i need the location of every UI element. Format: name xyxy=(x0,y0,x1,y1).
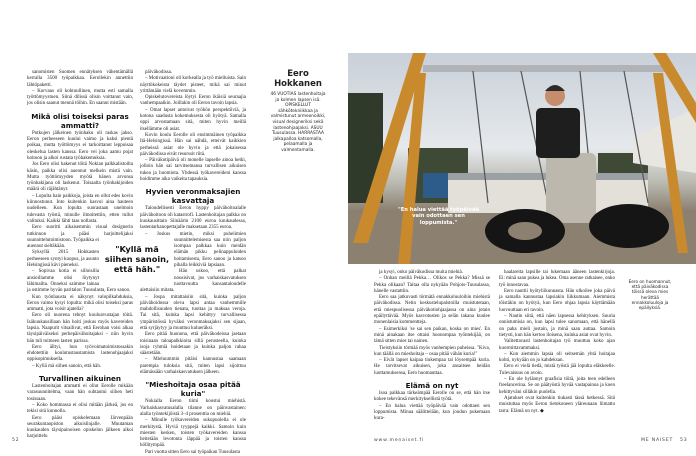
paragraph: – En ole hylännyt graafisia töitä, joita teen edelleen freelancerina. Se on päätyöstä hyvää vastapainoa ja koen kehittyväni silläkin puolella. xyxy=(499,377,615,395)
paragraph: – Onhan meillä Pekka… Olikos se Pekka? Missä se Pekka olikaan? Taitaa olla nykyään Pohjois-Tuusulassa, hänelle vastattiin. xyxy=(374,276,490,294)
paragraph: – Joskus mietin, miksi puhelimien suunnittelemisesta saa niin paljon isompaa palkkaa kuin meidän elämän pikku pelinappuloiden hoitamisesta, Eero sanoo ja katsoo pihalla leikkiviä lapsiaan. xyxy=(145,231,246,269)
paragraph: Jos Eero olisi hakenut töitä Nokian palkkalistoilta käsin, paikka olisi auennut melkein mistä vain. Mutta työttömyyden myötä hänen arvonsa työnhakijana oli laskenut. Toisaalta työnhakijoiden määrä oli räjähtänyt. xyxy=(27,162,133,193)
paragraph: sanomisten Suomen ennätyksen vähentämällä kerralla 3500 työpaikkaa. Eerollekin annettiin lähtöpaketti. xyxy=(27,70,133,88)
section-heading: Elämä on nyt xyxy=(405,381,459,391)
profile-sidebar xyxy=(268,70,328,154)
paragraph: – Minulle työkavereiden sukupuolella ei ole merkitystä. Hyviä tyyppejä kaikki. Samoin kuin miesten kesken, toisten työkavereiden kanssa heitetään levotonta läppää ja toisten kanssa höllitympää. xyxy=(140,418,246,449)
paragraph: – Motivaationi oli korkealla ja työ mielluista. Sain näyttökokeista täydet pisteet, mikä sai minut yrittämään vielä kovemmin. xyxy=(140,76,246,94)
paragraph: päiväkodissa. xyxy=(145,70,173,75)
paragraph: Eero pitää huonona, että päiväkodeissa jaetaan toisinaan taloapalkkioita sillä perusteella, kuinka isoja ryhmiä hoidetaan ja kuinka paljon rahaa säästetään. xyxy=(140,332,246,357)
paragraph: Pari vuotta sitten Eero sai työpaikan Tuusulasta xyxy=(145,449,240,455)
paragraph: – Nautin siitä, että näen lapsessa kehityksen. Suuria onnistumisia on, kun lapsi tulee sanomaan, että hänellä on paha mieli jostain, ja minä saan auttaa. Samoin tietysti, kun hän kertoo iloisena, kuinka asiat ovat hyvin. xyxy=(499,314,615,338)
paragraph: Eero oli nuorena tehnyt kouluavustajan töitä. Isäkuukausillaan hän hoiti joskus myös kavereiden lapsia. Naapurit vitsailivat, että Eerohan voisi alkaa täysipäiväiseksi perhepäivähoitajaksi – niin hyvin hän tuli toimeen lasten parissa. xyxy=(27,313,133,344)
paragraph: Ajatukset ovat kuitenkin tiukasti tässä hetkessä. Sitä muistuttaa myös Eeron tietokoneen yläreunaan liimattu tarra: Elämä on nyt. ◆ xyxy=(499,395,615,414)
right-column-2 xyxy=(499,270,615,415)
magazine-name: ME NAISET xyxy=(641,438,674,443)
profile-name-last: Hokkanen xyxy=(274,78,322,89)
pull-quote: "Kyllä mä siihen sanoin, että häh." xyxy=(104,244,170,274)
section-heading: Mikä olisi toiseksi paras ammatti? xyxy=(31,111,129,130)
right-column-1 xyxy=(374,270,490,423)
footer-url: www.menaiset.fi xyxy=(374,438,424,443)
paragraph: – Omat lapset antoivat työhön perspektiiviä, ja kotona saadusta kokemuksesta oli hyötyä. Samalla oppi arvostamaan sitä, miten hyvin meillä itsellämme oli asiat. xyxy=(140,107,246,132)
page-number-left: 52 xyxy=(12,438,20,443)
paragraph: – Kyllä mä siihen sanoin, että häh. xyxy=(32,363,102,369)
photo-quote: "En halua viettää työpäivää vain odottaen sen loppumista." xyxy=(398,207,479,226)
paragraph: – En halua viettää työpäivää vain odottaen sen loppumista. Minua säälittelään, kun joudun pukemaan kura- xyxy=(374,403,490,422)
paragraph: – Sopivaa kotia ei silloisilla ansioillamme olisi löytynyt lähimailta. Onneksi saimme lainaa ja ostimme hyvän paritalon Tuusulasta, Eero sanoo. xyxy=(27,269,131,294)
paragraph: Syksyllä 2015 Hokkasten perheeseen syntyi kuopus, ja asunto Helsingissä kävi pieneksi. xyxy=(27,250,99,269)
paragraph: haalareita lapsille tai lukemaan ääneen lastenkirjoja. Ei: minä saan pukea ja lukea. Oma asenne ratkaisee, onko työ innostavaa. xyxy=(499,270,615,288)
paragraph: – Kun aiemmin lapsia oli seitsemän yhtä hoitajaa kohti, nykyään on jo kahdeksan. xyxy=(499,351,615,364)
paragraph: – Koko hommassa ei olisi mitään järkeä, jos en tekisi sitä kunnolla. xyxy=(27,402,133,415)
paragraph: Eero ei vielä tiedä, mistä työstä jää lopulta eläkkeelle. Tulevaisuus on avoin. xyxy=(499,364,615,376)
paragraph: Eero nauttii hyötyliikunnasta. Hän ulkoilee joka päivä ja samalla kannustaa lapsiakin liikkumaan. Aiemmista töistäkin on hyötyä, kun Eero ohjaa lapsia käyttämään luovuuttaan eri tavoin. xyxy=(499,288,615,313)
paragraph: Lastenhoitajan ammatti ei ollut Eerolle mikään varasuunnitelma, vaan hän suhtautui siihen heti tosissaan. xyxy=(27,384,133,402)
paragraph: Potkujen jälkeinen työnhaku oli raskas jakso. Eeron perheeseen kuului vaimo ja kaksi pientä poikaa, mutta työttömyys ei tarkoittanut leppoisaa oleskelua lasten kanssa. Eero vei joka aamu pojat hoitoon ja alkoi rustata työhakemuksia. xyxy=(27,130,133,161)
paragraph: Hän uskoo, että palkat nousisivat, jos varhaiskasvatuksen tuottavuutta kansantaloudelle alettaisiin mitata. xyxy=(140,269,246,294)
paragraph: – Eivät lapset kaipaa tiukempaa tai löysempää kuria. He tarvitsevat aikuisen, joka ansaitsee heidän luottamuksensa, Eero huomauttaa. xyxy=(374,358,490,376)
photo-man-on-tire-swing xyxy=(348,53,696,264)
paragraph: Eero älltyi, hun työvoimatoimistossakin ehdotettiin koulutustaustamista lastenohjaajaksi oppisopimuksella. xyxy=(27,344,133,363)
paragraph: Eero suoritti aikaisemmin visual designerin tutkinnon ja pääsi harjoittelijaksi suunnittelutoimistoon. Työpaikka ei auennut sieltäkään. xyxy=(27,225,133,250)
paragraph: Taloudellisesti Eeron hyppy päivähoitoalalle päivähoitoon oli katastrofi. Lastenhoitajan palkka on kuukausittain Siinäärin 2100 euroa kuukaudessa, lastentarhanopettajalle maksetaan 2355 euroa. xyxy=(140,206,246,231)
paragraph: Eero pääsi opiskelemaan Järvenpään seurakuntaopiston aikuislinjalle. Muutaman kuukauden täysipainoisen opiskelun jälkeen alkoi harjoittelu xyxy=(27,415,133,440)
paragraph: – Lopulta hain paikkoja, joista en ollut edes kovin kiinnostunut. Into kuitenkin kasvoi aina hauteen uudelleen. Kun lopulta suorastaan unelmoin tulevasta työstä, minulle ilmoitettiin, etten tullut valituksi. Kaikki lähti taas nollasta. xyxy=(27,193,133,224)
photo-caption: Eero on huomannut, että päiväkodissa töissä oleva mies herättää ennakkoluuloja ja epäilyksiä. xyxy=(628,279,672,311)
paragraph: Isoa palkkaa tärkeämpää Eerolle on se, että hän itse kokee tekevänsä merkityksellistä työtä. xyxy=(374,391,490,403)
profile-bio: 46 VUOTIAS lastenhoitaja ja kolmen lapsen isä. OPISKELLUT sähkötekniikkaa ja valmistunut armeonoikki, visual designeriksi sekä lastenohjaajaksi. ASUU Tuusulassa. HARRASTAA jalkapalloa katsomalla, pelaamalla ja valmentamalla. xyxy=(270,92,326,153)
paragraph: – Esimerkiksi 'se sai sen paikan, koska on mies'. En minä ainakaan itse ottaisi huonompaa työntekijää, on tämä sitten mies tai nainen. xyxy=(374,326,490,345)
paragraph: Nokialla Eeron tiimi koostui miehistä. Varhaiskasvatusalalla tilanne on päinvastainen: alalla työntekijöistä 3–4 prosenttia on miehiä. xyxy=(140,399,246,417)
paragraph: Opiskelutovereista löytyi Eeron ikäisiä seuraajia vanhempaaikin. Joillakin oli Eeron tavoin lapsia. xyxy=(140,95,246,107)
paragraph: Tieistyksiin törmää myös vanhempien puheissa. "Kiva, kun täällä on mieshoitaja – osaa pitää vähän kuria!" xyxy=(374,345,490,357)
paragraph: Kovin koulu Eerolle oli ensimmäinen työpaikka Itä-Helsingissä. Hän sai nähdä, etteivät kaikkien perheissä asiat ole hyvin ja että jokaisessa päiväkodissa eivät resurssit riitä. xyxy=(140,132,246,157)
profile-name-first: Eero xyxy=(287,69,309,79)
paragraph: Kun työnhausta ei näkynyt valopilkahduksia, Eeron vaimo kysyi lopulta: mikä olisi toiseksi paras ammatti, jota voisit ajatella? xyxy=(27,294,133,313)
paragraph: Valitettavasti lastenhoitajan työ muuttuu koko ajan kuormittavammaksi. xyxy=(499,339,615,351)
section-heading: Turvallinen aikuinen xyxy=(38,374,122,384)
paragraph: – Mieluummin pitäisi kannustaa saamaan parempia tuloksia sitä, miten lapsi sijoittuu elämässään varhaiskasvatuksen jälkeen. xyxy=(140,357,246,376)
paragraph: – Päiväkotipäivä oli monelle lapselle ainoa hetki, jolloin hän sai tarvitsemansa turvallisen aikuisen tukea ja huomiota. Yhdessä työkavereideni kanssa hoidimme aika vaikeita tapauksia. xyxy=(140,158,246,183)
paragraph: – Jospa mitattaisiin sitä, kuinka paljon päivähoidossa oleva lapsi antaa vanhemmille mahdollisuuden tienata, tuottaa ja maksaa veroja. Tai sitä, kuinka lapsi kehittyy turvallisessa ympäristössä hyväksi veronmaksajaksi sen sijaan, että syrjäytyy ja muuttuu kulueräksi. xyxy=(140,294,246,331)
paragraph: Eero saa jatkuvasti törmätä ennakkoluuloihin miehistä päiväkodissa. Netin keskustelupalstoilla muistutetaan, että miespuolisessa päiväkotiohjaajassa on aina jotain epäilyttävää. Myös kasvotusten ja selän takana kuulee monenlaisia kommentteja. xyxy=(374,295,490,326)
paragraph: – Korvaus oli kohtuullinen, mutta esti samalla työttömyystuen. Siinä dilissä olisin voittanut vain, jos olisin saanut mennä töihin. En saanut mistään. xyxy=(27,88,133,107)
page-number-right: 53 xyxy=(680,438,688,443)
paragraph: ja kysyi, onko päiväkodissa muita miehiä. xyxy=(379,270,464,275)
section-heading: Hyvien veronmaksajien kasvattaja xyxy=(145,187,241,206)
section-heading: "Mieshoitaja osaa pitää kuria" xyxy=(145,380,241,399)
